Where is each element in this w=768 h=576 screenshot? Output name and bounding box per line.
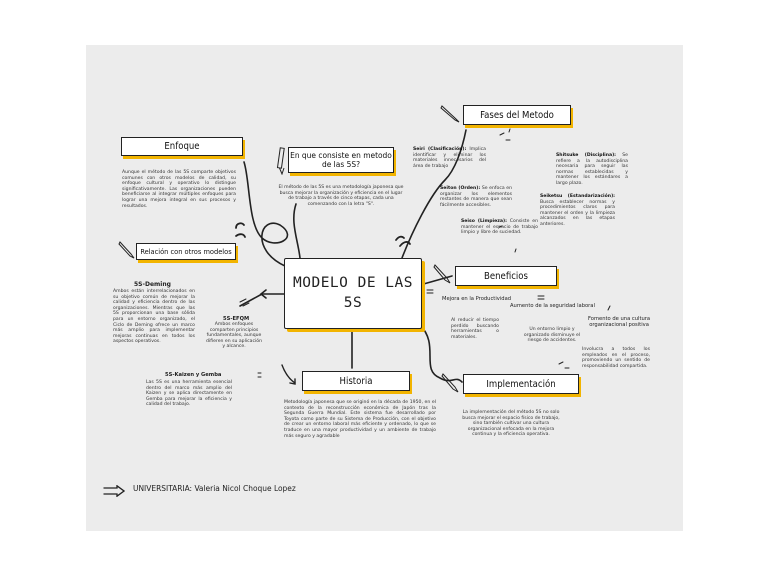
fase-seiso [461,219,538,236]
beneficio-cultura-term [588,316,650,328]
beneficio-seguridad-term: Aumento de la seguridad laboral [510,303,595,309]
beneficio-cultura-text: Involucra a todos los empleados en el proceso, promoviendo un sentido de responsabilidad compartida. [582,347,650,369]
efqm-term: 5S-EFQM [223,316,250,322]
que-es-text: El método de las 5S es una metodología japonesa que busca mejorar la organización y eficiencia en el lugar de trabajo a través de cinco etapas, cada una comenzando con la letra "S". [278,185,404,207]
kaizen-text: Las 5S es una herramienta esencial dentro del marco más amplio del Kaizen y se aplica directamente en Gemba para mejorar la eficiencia y calidad del trabajo. [146,380,232,408]
beneficios-title [455,266,557,286]
historia-title [302,371,410,391]
relacion-title-text: Relación con otros modelos [140,247,232,256]
fase-seiso-term: Seiso (Limpieza): [461,219,507,224]
fase-seiton-text: Se enfoca en organizar los elementos restantes de manera que sean fácilmente accesibles. [440,186,512,208]
fase-seiketsu-term: Seiketsu (Estandarización): [540,194,615,199]
que-es-title-line1: En que consiste en metodo [290,149,392,160]
enfoque-title-text: Enfoque [164,141,200,152]
beneficio-productividad-term: Mejora en la Productividad [442,296,512,302]
fase-seiketsu [540,194,615,228]
arrow-icon [279,363,301,387]
enfoque-text: Aunque el método de las 5S comparte objetivos comunes con otros modelos de calidad, su enfoque cultural y operativo lo distingue significativamente. Las organizaciones pueden beneficiarse al integrar múltiples enfoques para lograr una mejora integral en sus procesos y resultados. [122,170,236,209]
beneficio-cultura-term-line1: Fomento de una cultura [588,316,651,322]
beneficio-productividad-text: Al reducir el tiempo perdido buscando herramientas o materiales. [451,318,499,340]
pencil-icon [440,103,462,125]
deming-text: Ambos están interrelacionados en su objetivo común de mejorar la calidad y eficiencia dentro de las organizaciones. Mientras que las 5S proporcionan una base sólida para un entorno organizado, el Ciclo de Deming ofrece un marco más amplio para implementar mejoras continuas en todos los aspectos operativos. [113,289,195,345]
beneficio-seguridad-text: Un entorno limpio y organizado disminuye el riesgo de accidentes. [523,327,581,344]
implementacion-text: La implementación del método 5S no solo busca mejorar el espacio físico de trabajo, sino también cultivar una cultura organizacional enfocada en la mejora continua y la eficiencia operativa. [462,410,560,438]
fase-seiton [440,186,512,208]
enfoque-title [121,137,243,156]
fase-seiketsu-text: Busca establecer normas y procedimientos claros para mantener el orden y la limpieza alcanzados en las etapas anteriores. [540,199,615,227]
implementacion-title [463,374,579,394]
central-title-line2: 5S [343,295,363,311]
efqm-text: Ambos enfoques comparten principios fundamentales, aunque difieren en su aplicación y alcance. [206,322,263,350]
kaizen-term: 5S-Kaizen y Gemba [165,372,222,378]
fase-seiton-term: Seiton (Orden): [440,186,481,191]
implementacion-title-text: Implementación [486,378,556,390]
central-topic [284,258,422,329]
beneficios-title-text: Beneficios [484,270,528,282]
arrow-right-icon [103,482,125,494]
pencil-icon [441,372,461,394]
que-es-title [288,147,394,173]
pencil-icon [276,147,286,175]
historia-text: Metodología japonesa que se originó en la década de 1950, en el contexto de la reconstrucción económica de Japón tras la Segunda Guerra Mundial. Este sistema fue desarrollado por Toyota como parte de su Sistema de Producción, con el objetivo de crear un entorno laboral más eficiente y ordenado, lo que se traduce en una mayor productividad y un ambiente de trabajo más seguro y agradable [284,400,436,439]
fase-shitsuke-term: Shitsuke (Disciplina): [556,153,617,158]
beneficio-cultura-term-line2: organizacional positiva [589,322,649,328]
fase-shitsuke [556,153,628,187]
student-name: UNIVERSITARIA: Valeria Nicol Choque Lopez [133,483,296,493]
fases-title-text: Fases del Metodo [480,109,554,121]
relacion-title [136,243,236,260]
fase-seiri [413,147,486,169]
pencil-icon [118,240,136,260]
fase-seiso-text: Consiste en mantener el espacio de trabajo limpio y libre de suciedad. [461,219,538,236]
deming-term: 5S-Deming [134,281,171,288]
fase-shitsuke-text: Se refiere a la autodisciplina necesaria para seguir las normas establecidas y mantener los estándares a largo plazo. [556,153,628,186]
historia-title-text: Historia [339,375,373,387]
fase-seiri-text: Implica identificar y eliminar los materiales innecesarios del área de trabajo [413,147,486,169]
central-title-line1: MODELO DE LAS [293,275,413,291]
fase-seiri-term: Seiri (Clasificación): [413,147,467,152]
pencil-icon [433,263,453,285]
fases-title [463,105,571,125]
que-es-title-line2: de las 5S? [321,159,361,169]
